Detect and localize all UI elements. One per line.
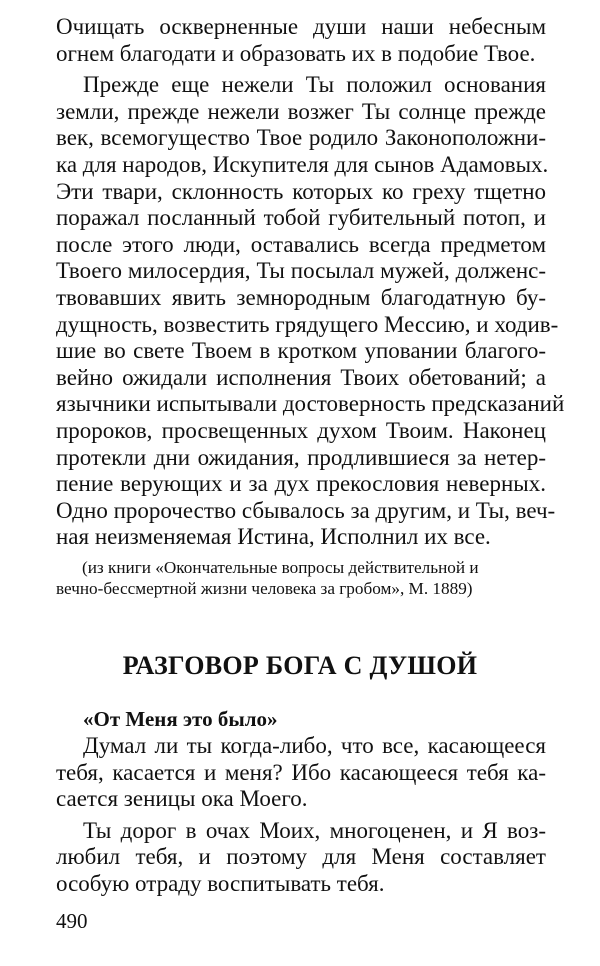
page-number: 490: [56, 909, 88, 933]
citation-line: (из книги «Окончательные вопросы действительной и: [82, 557, 479, 577]
text-line: век, всемогущество Твое родило Законоположни-: [56, 125, 546, 151]
text-line: пророков, просвещенных духом Твоим. Наконец: [56, 417, 546, 443]
text-line: Очищать оскверненные души наши небесным: [56, 14, 546, 39]
text-line: любил тебя, и поэтому для Меня составляет: [56, 844, 546, 870]
text-line: после этого люди, оставались всегда предметом: [56, 231, 546, 257]
chapter-title: РАЗГОВОР БОГА С ДУШОЙ: [122, 651, 478, 680]
text-line: Одно пророчество сбывалось за другим, и Ты, веч-: [56, 497, 556, 523]
text-line: дущность, возвестить грядущего Мессию, и ходив-: [56, 311, 559, 337]
paragraph: [56, 818, 546, 898]
text-line: сается зеницы ока Моего.: [56, 786, 308, 812]
paragraph: [56, 733, 546, 813]
paragraph-continued: [56, 14, 546, 67]
text-line: Твоего милосердия, Ты посылал мужей, долженс-: [56, 258, 546, 284]
text-line: Думал ли ты когда-либо, что все, касающееся: [83, 733, 546, 758]
text-page: [56, 14, 565, 599]
citation-line: вечно-бессмертной жизни человека за гробом», М. 1889): [56, 578, 473, 598]
paragraph: [56, 72, 565, 551]
chapter-section: [56, 706, 546, 898]
text-line: твовавших явить земнородным благодатную бу-: [56, 284, 546, 310]
text-line: ная неизменяемая Истина, Исполнил их все.: [56, 524, 491, 550]
section-subtitle: «От Меня это было»: [83, 707, 278, 731]
text-line: вейно ожидали исполнения Твоих обетований; а: [56, 364, 546, 390]
text-line: ка для народов, Искупителя для сынов Адамовых.: [56, 151, 549, 177]
text-line: тебя, касается и меня? Ибо касающееся тебя ка-: [56, 759, 546, 785]
text-line: Ты дорог в очах Моих, многоценен, и Я воз-: [83, 817, 546, 843]
text-line: земли, прежде нежели возжег Ты солнце прежде: [56, 98, 546, 124]
text-line: язычники испытывали достоверность предсказаний: [56, 391, 565, 417]
text-line: особую отраду воспитывать тебя.: [56, 870, 385, 896]
text-line: шие во свете Твоем в кротком уповании благого-: [56, 338, 546, 364]
text-line: пение верующих и за дух прекословия неверных.: [56, 471, 546, 497]
text-line: протекли дни ожидания, продлившиеся за нетер-: [56, 444, 546, 470]
source-citation: [56, 557, 546, 599]
text-line: поражал посланный тобой губительный потоп, и: [56, 205, 546, 231]
text-line: Прежде еще нежели Ты положил основания: [83, 72, 546, 98]
text-line: Эти твари, склонность которых ко греху тщетно: [56, 178, 546, 204]
text-line: огнем благодати и образовать их в подобие Твое.: [56, 40, 536, 66]
